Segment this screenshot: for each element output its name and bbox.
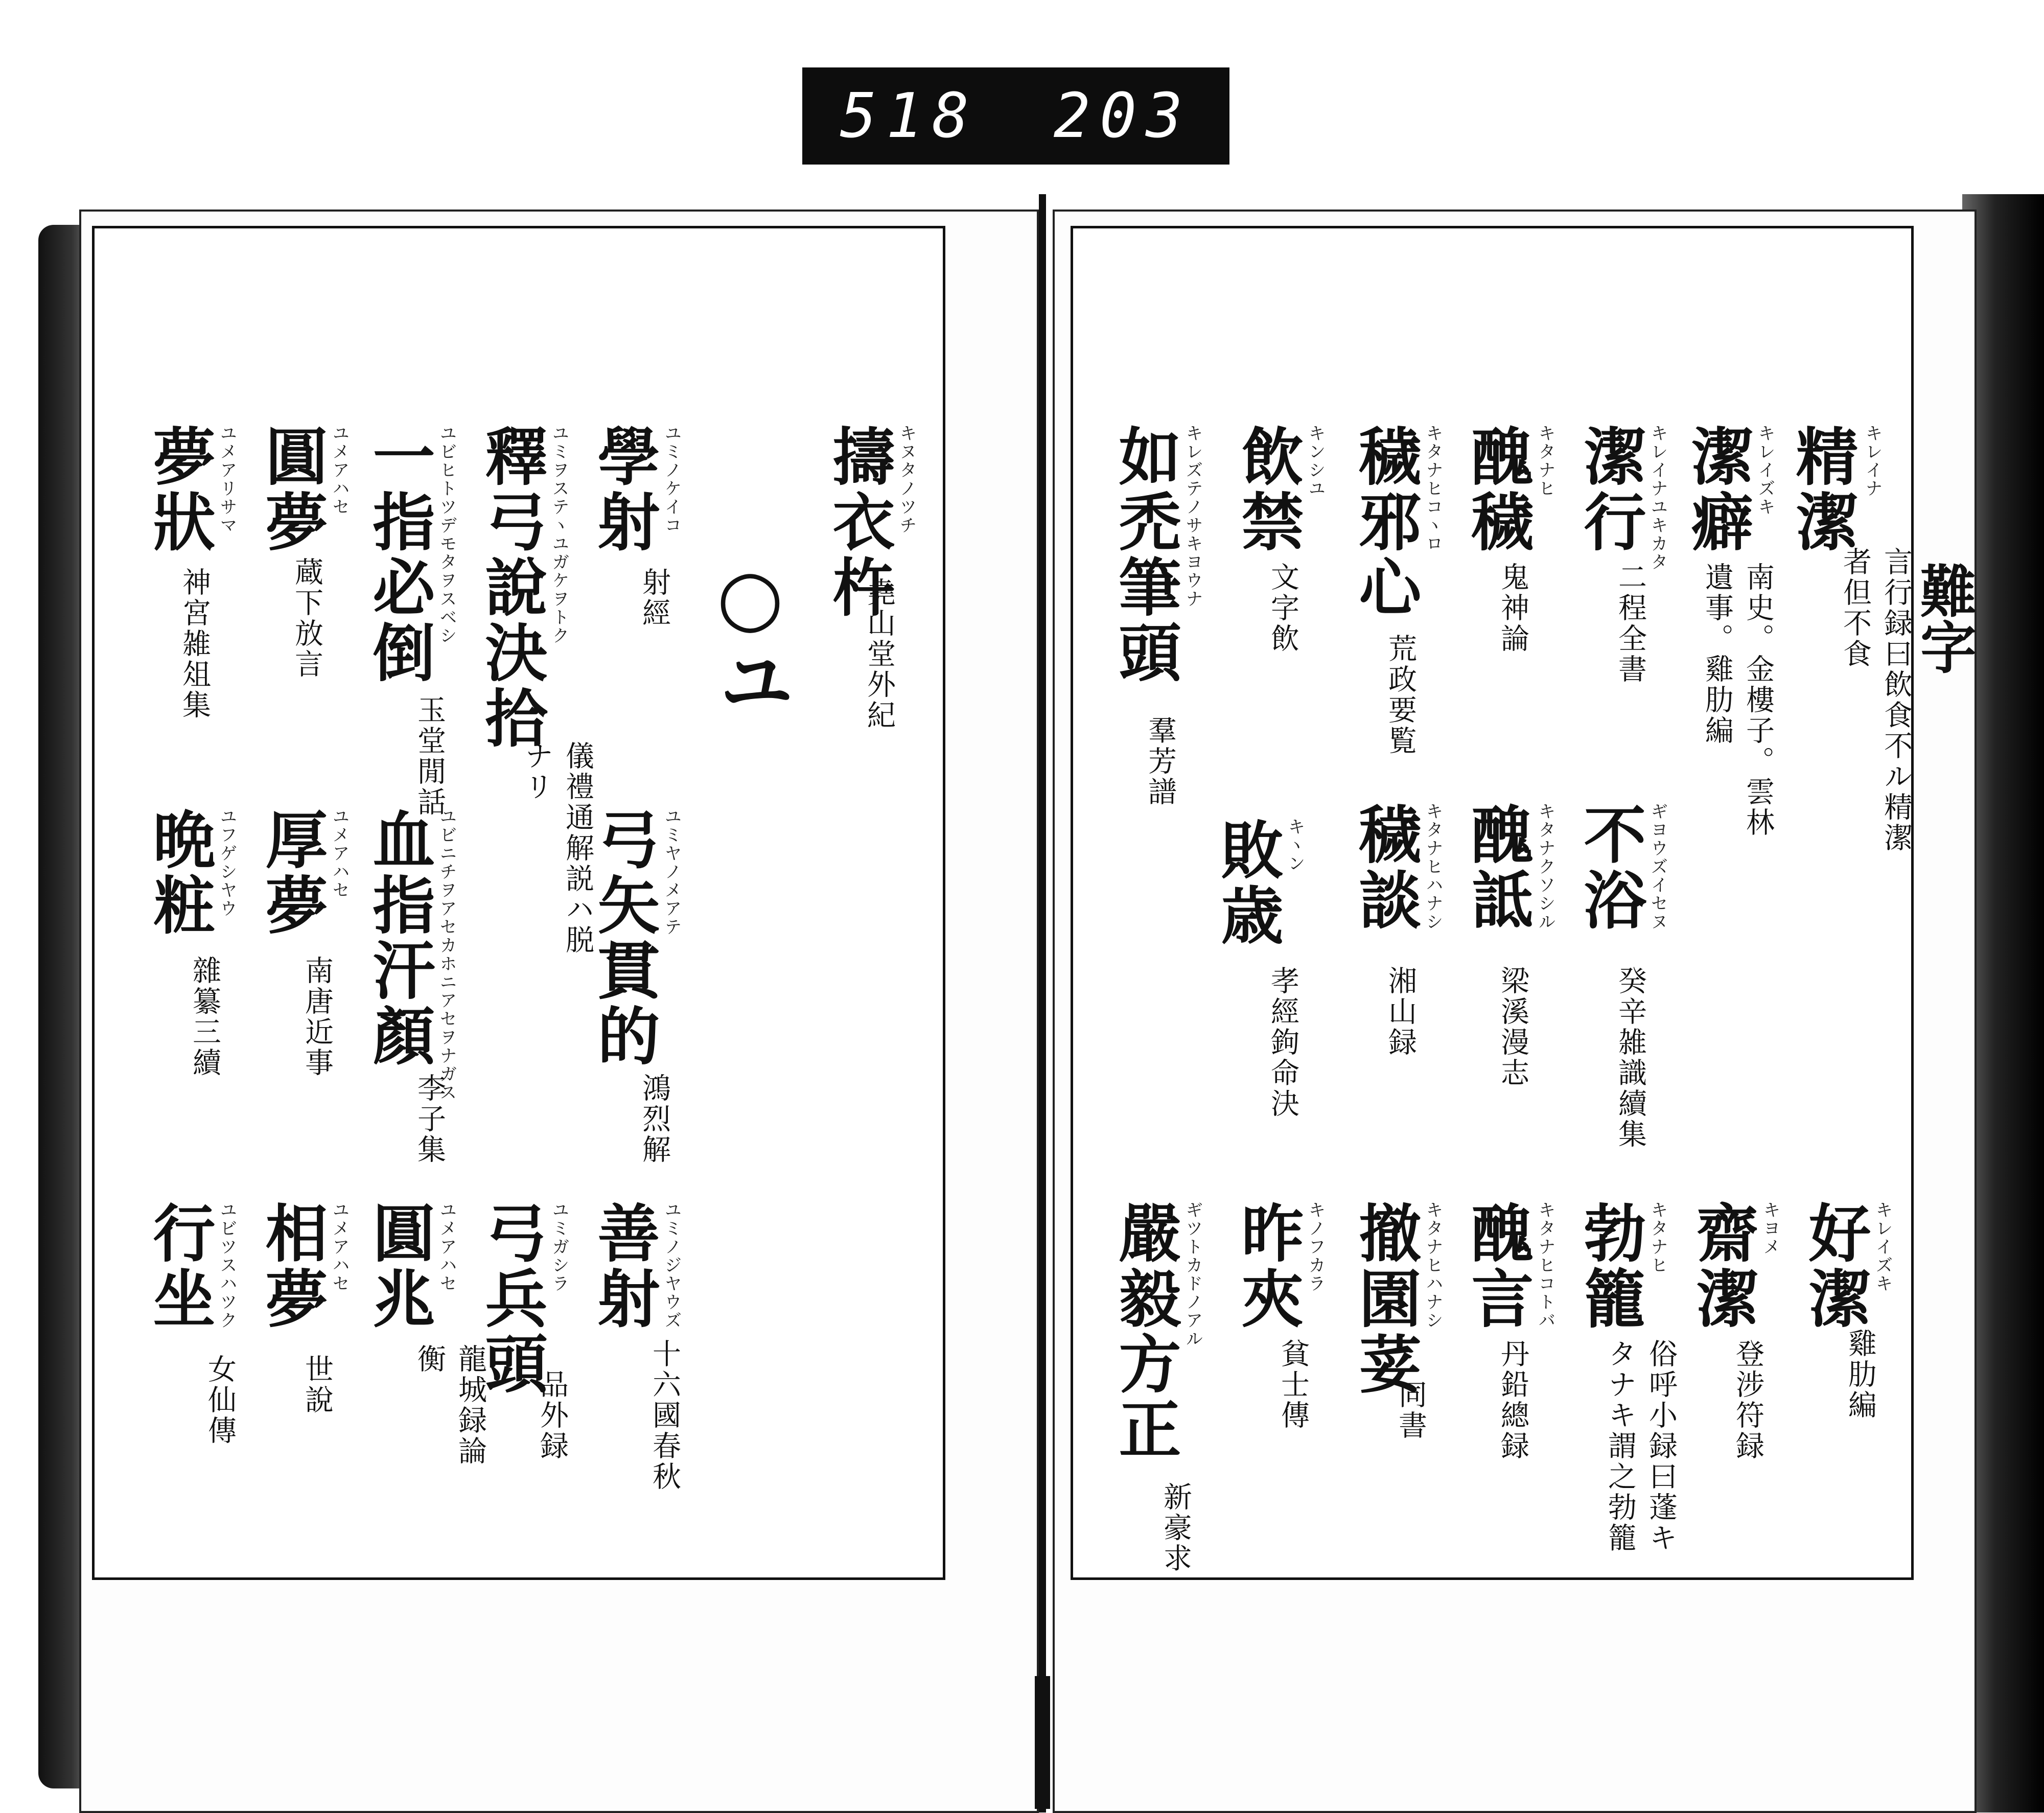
entry-source: 蔵下放言 — [290, 557, 323, 680]
entry-head: 晩粧 — [143, 807, 216, 938]
entry-head: 弓矢貫的 — [587, 807, 661, 1069]
entry-source: 神宮雑俎集 — [178, 567, 211, 720]
entry-source: 癸辛雑識續集 — [1614, 966, 1647, 1150]
spine-title: 難字 — [1911, 562, 1977, 675]
entry-source: 羣芳譜 — [1144, 715, 1177, 807]
entry-reading: キレイズキ — [1755, 424, 1775, 516]
entry-source: 貧士傳 — [1276, 1339, 1310, 1431]
entry-head: 醜詆 — [1461, 802, 1535, 933]
entry-head: 潔行 — [1573, 424, 1647, 555]
entry-reading: キヌタノツチ — [896, 424, 917, 534]
entry-source: 新豪求 — [1159, 1482, 1192, 1574]
entry-head: 如禿筆頭 — [1108, 424, 1182, 686]
entry-reading: キンシユ — [1305, 424, 1326, 498]
catalog-label — [802, 67, 1229, 165]
entry-source: 玉堂閒話 — [413, 695, 446, 818]
entry-head: 一指必倒 — [362, 424, 436, 686]
entry-reading: ユメアハセ — [436, 1201, 457, 1293]
entry-reading: キタナヒコトバ — [1535, 1201, 1555, 1330]
entry-head: 相夢 — [255, 1201, 329, 1332]
entry-head: 釋弓說決拾 — [475, 424, 548, 751]
entry-source: 湘山録 — [1384, 966, 1417, 1058]
entry-reading: ギツトカドノアル — [1182, 1201, 1203, 1348]
entry-head: 學射 — [587, 424, 661, 555]
entry-reading: ギヨウズイセヌ — [1647, 802, 1668, 931]
entry-reading: ユメアハセ — [329, 807, 350, 899]
entry-source: 登涉符録 — [1731, 1339, 1764, 1461]
entry-source: 同書 — [1394, 1380, 1427, 1441]
entry-head: 嚴毅方正 — [1108, 1201, 1182, 1462]
entry-reading: ユビツスハツク — [217, 1201, 237, 1330]
entry-reading: キタナクソシル — [1535, 802, 1555, 931]
entry-reading: ユビニチヲアセカホニアセヲナガス — [436, 807, 457, 1102]
entry-source: 孝經鉤命決 — [1266, 966, 1299, 1119]
entry-reading: キタナヒハナシ — [1423, 1201, 1443, 1330]
entry-source: 梁溪漫志 — [1496, 966, 1529, 1088]
entry-head: 血指汗顏 — [362, 807, 436, 1069]
entry-source: 女仙傳 — [203, 1354, 237, 1446]
entry-reading: ユメアハセ — [329, 424, 350, 516]
entry-reading: キレイナユキカタ — [1647, 424, 1668, 571]
entry-reading: キレイズキ — [1872, 1201, 1893, 1293]
entry-reading: ユミヲステヽユガケヲトク — [549, 424, 569, 645]
entry-head: 齋潔 — [1686, 1201, 1759, 1332]
entry-source: 丹鉛總録 — [1496, 1339, 1529, 1461]
entry-reading: ユメアリサマ — [217, 424, 237, 534]
entry-head: 敗歳 — [1211, 818, 1284, 948]
entry-source: 二程全書 — [1614, 562, 1647, 685]
entry-reading: キノフカラ — [1305, 1201, 1326, 1293]
entry-head: 弓兵頭 — [475, 1201, 548, 1397]
entry-source: 儀禮通解説ハ脱ナリ — [520, 741, 594, 956]
entry-reading: ユビヒトツデモタヲスベシ — [436, 424, 457, 645]
gutter-line — [1039, 194, 1046, 1812]
entry-head: 昨夾 — [1231, 1201, 1305, 1332]
entry-source: 鴻烈解 — [638, 1073, 671, 1165]
entry-reading: キタナヒハナシ — [1423, 802, 1443, 931]
bookmark-tassel — [1035, 1676, 1050, 1809]
entry-head: 穢邪心 — [1349, 424, 1422, 620]
entry-reading: キレイナ — [1862, 424, 1883, 498]
entry-reading: キタナヒコヽロ — [1423, 424, 1443, 553]
entry-head: 醜穢 — [1461, 424, 1535, 555]
entry-head: 精潔 — [1785, 424, 1859, 555]
entry-source: 文字飲 — [1266, 562, 1299, 654]
entry-head: 厚夢 — [255, 807, 329, 938]
entry-reading: ユメアハセ — [329, 1201, 350, 1293]
entry-reading: ユミノジヤウズ — [661, 1201, 682, 1330]
entry-head: 行坐 — [143, 1201, 216, 1332]
entry-source: 李子集 — [413, 1073, 446, 1165]
entry-head: 勃籠 — [1573, 1201, 1647, 1332]
entry-source: 南唐近事 — [300, 956, 334, 1078]
entry-head: 不浴 — [1573, 802, 1647, 933]
book-gutter — [999, 194, 1081, 1812]
catalog-label-left: 518 — [840, 80, 979, 152]
catalog-label-right: 203 — [1053, 80, 1192, 152]
entry-source: 俗呼小録曰蓬キタナキ謂之勃籠 — [1604, 1339, 1678, 1553]
entry-head: 圓兆 — [362, 1201, 436, 1332]
entry-source: 鬼神論 — [1496, 562, 1529, 654]
entry-head: 夢狀 — [143, 424, 216, 555]
entry-head: 醜言 — [1461, 1201, 1535, 1332]
entry-head: 飲禁 — [1231, 424, 1305, 555]
entry-source: 世說 — [300, 1354, 334, 1415]
entry-reading: キタナヒ — [1535, 424, 1555, 498]
entry-reading: キヨメ — [1760, 1201, 1780, 1256]
entry-head: 好潔 — [1798, 1201, 1872, 1332]
entry-reading: キタナヒ — [1647, 1201, 1668, 1274]
entry-source: 雞肋編 — [1844, 1329, 1877, 1421]
entry-head: 擣衣杵 — [822, 424, 896, 620]
entry-source: 言行録曰飲食不ル精潔者但不食 — [1839, 547, 1913, 853]
entry-source: 荒政要覧 — [1384, 634, 1417, 756]
section-heading: ○ユ — [705, 552, 795, 718]
entry-head: 穢談 — [1349, 802, 1422, 933]
entry-head: 撤園荽 — [1349, 1201, 1422, 1397]
entry-reading: ユミヤノメアテ — [661, 807, 682, 936]
entry-source: 射經 — [638, 567, 671, 629]
entry-head: 潔癖 — [1681, 424, 1754, 555]
entry-reading: キレズテノサキヨウナ — [1182, 424, 1203, 608]
entry-source: 雜纂三續 — [188, 956, 221, 1078]
entry-head: 圓夢 — [255, 424, 329, 555]
entry-head: 善射 — [587, 1201, 661, 1332]
entry-source: 南史。金樓子。雲林遺事。雞肋編 — [1701, 562, 1775, 838]
entry-reading: ユミガシラ — [549, 1201, 569, 1293]
entry-reading: ユフゲシヤウ — [217, 807, 237, 918]
entry-source: 品外録 — [536, 1369, 569, 1461]
entry-reading: ユミノケイコ — [661, 424, 682, 534]
entry-reading: キヽン — [1285, 818, 1305, 873]
entry-source: 堯山堂外紀 — [863, 577, 896, 731]
entry-source: 十六國春秋 — [648, 1339, 681, 1492]
entry-source: 龍城録論衡 — [413, 1344, 487, 1467]
